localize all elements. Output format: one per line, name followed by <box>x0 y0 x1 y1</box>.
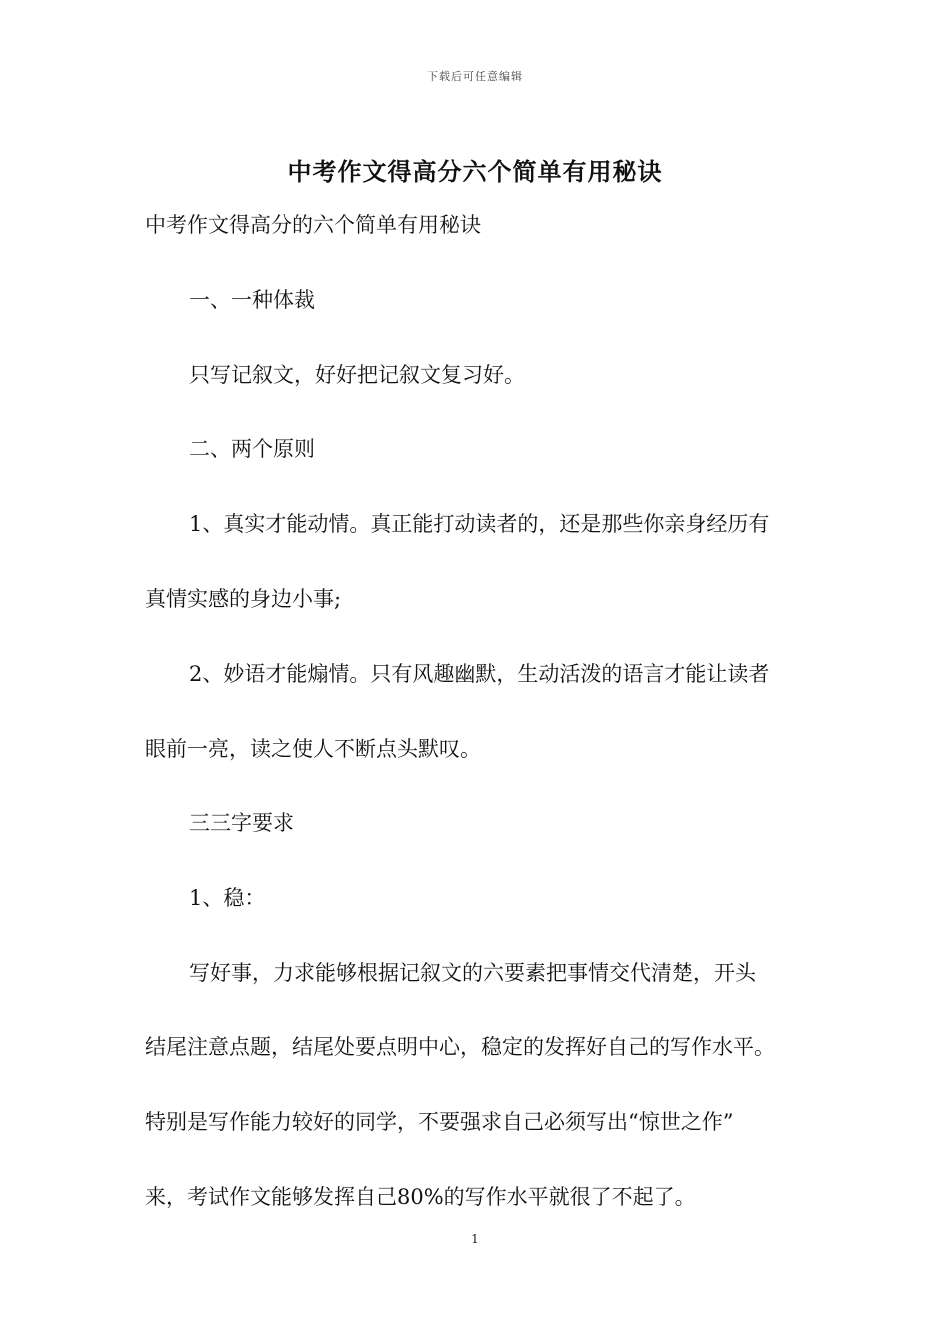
paragraph-line: 只写记叙文，好好把记叙文复习好。 <box>189 363 525 387</box>
header-note: 下载后可任意编辑 <box>427 70 523 83</box>
paragraph-line: 结尾注意点题，结尾处要点明中心，稳定的发挥好自己的写作水平。 <box>145 1035 775 1059</box>
subtitle-line: 中考作文得高分的六个简单有用秘诀 <box>145 213 481 237</box>
paragraph-line: 来，考试作文能够发挥自己80%的写作水平就很了不起了。 <box>145 1185 696 1209</box>
page-number: 1 <box>471 1232 479 1246</box>
paragraph-line: 特别是写作能力较好的同学，不要强求自己必须写出“惊世之作” <box>145 1110 734 1134</box>
section-heading-3: 三三字要求 <box>189 811 294 835</box>
section-heading-2: 二、两个原则 <box>189 437 315 461</box>
section-heading-1: 一、一种体裁 <box>189 288 315 312</box>
paragraph-line: 2、妙语才能煽情。只有风趣幽默，生动活泼的语言才能让读者 <box>189 662 770 686</box>
paragraph-line: 写好事，力求能够根据记叙文的六要素把事情交代清楚，开头 <box>189 961 756 985</box>
paragraph-line: 眼前一亮，读之使人不断点头默叹。 <box>145 737 481 761</box>
paragraph-line: 真情实感的身边小事; <box>145 587 342 611</box>
paragraph-line: 1、真实才能动情。真正能打动读者的，还是那些你亲身经历有 <box>189 512 770 536</box>
subheading: 1、稳： <box>189 886 266 910</box>
document-title: 中考作文得高分六个简单有用秘诀 <box>287 157 663 186</box>
